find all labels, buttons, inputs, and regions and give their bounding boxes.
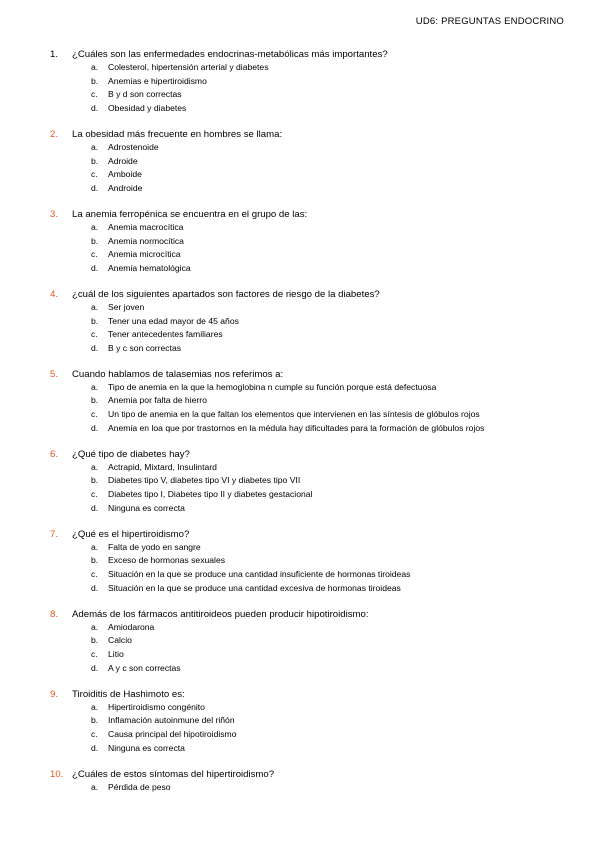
answer-options <box>50 381 570 435</box>
answer-options <box>50 541 570 595</box>
option-text: Amiodarona <box>108 621 155 632</box>
option-letter: c. <box>91 569 98 579</box>
option-text: Colesterol, hipertensión arterial y diabetes <box>108 62 269 72</box>
answer-option <box>50 328 570 342</box>
answer-option <box>50 102 570 116</box>
option-letter: a. <box>91 301 99 312</box>
question-text: ¿cuál de los siguientes apartados son factores de riesgo de la diabetes? <box>72 288 380 300</box>
option-text: Diabetes tipo I, Diabetes tipo II y diabetes gestacional <box>108 489 313 500</box>
option-text: Calcio <box>108 635 132 646</box>
option-letter: c. <box>91 409 98 420</box>
answer-option <box>50 381 570 395</box>
option-letter: c. <box>91 249 98 260</box>
answer-option <box>50 408 570 422</box>
option-letter: d. <box>91 502 99 513</box>
option-letter: a. <box>91 381 99 392</box>
question-5 <box>50 368 570 435</box>
option-text: A y c son correctas <box>108 662 181 673</box>
option-letter: c. <box>91 728 98 739</box>
answer-option <box>50 422 570 436</box>
answer-option <box>50 155 570 169</box>
option-letter: d. <box>91 662 99 673</box>
option-text: Adroide <box>108 155 138 166</box>
answer-options <box>50 61 570 115</box>
answer-option <box>50 315 570 329</box>
question-1 <box>50 48 570 115</box>
answer-option <box>50 461 570 475</box>
question-number: 6. <box>50 448 59 460</box>
question-line <box>50 688 570 701</box>
option-text: B y d son correctas <box>108 89 182 100</box>
option-letter: a. <box>91 541 99 552</box>
answer-options <box>50 301 570 355</box>
question-3 <box>50 208 570 275</box>
option-letter: c. <box>91 169 98 180</box>
option-text: Amboide <box>108 169 142 180</box>
answer-option <box>50 168 570 182</box>
answer-options <box>50 781 570 795</box>
question-6 <box>50 448 570 515</box>
option-letter: b. <box>91 315 99 326</box>
option-letter: c. <box>91 489 98 500</box>
question-number: 4. <box>50 288 59 300</box>
option-letter: a. <box>91 221 99 232</box>
answer-option <box>50 648 570 662</box>
answer-option <box>50 568 570 582</box>
question-number: 2. <box>50 128 59 140</box>
question-number: 7. <box>50 528 59 540</box>
option-text: Anemia en loa que por trastornos en la médula hay dificultades para la formación de glóbulos rojos <box>108 422 485 433</box>
option-text: Situación en la que se produce una cantidad excesiva de hormonas tiroideas <box>108 582 401 593</box>
option-text: Androide <box>108 182 143 193</box>
answer-option <box>50 342 570 356</box>
answer-option <box>50 88 570 102</box>
question-text: ¿Cuáles son las enfermedades endocrinas-metabólicas más importantes? <box>72 49 388 60</box>
option-letter: d. <box>91 342 99 353</box>
answer-options <box>50 461 570 515</box>
answer-option <box>50 262 570 276</box>
option-text: Obesidad y diabetes <box>108 102 187 113</box>
answer-option <box>50 502 570 516</box>
answer-option <box>50 141 570 155</box>
option-text: Anemia microcítica <box>108 249 181 260</box>
answer-option <box>50 235 570 249</box>
question-text: La obesidad más frecuente en hombres se llama: <box>72 128 283 140</box>
option-text: Anemia hematológica <box>108 262 191 273</box>
question-text: ¿Qué tipo de diabetes hay? <box>72 448 190 460</box>
answer-option <box>50 714 570 728</box>
question-text: La anemia ferropénica se encuentra en el grupo de las: <box>72 208 308 220</box>
option-text: Exceso de hormonas sexuales <box>108 555 226 566</box>
answer-options <box>50 221 570 275</box>
question-2 <box>50 128 570 195</box>
question-number: 10. <box>50 768 64 780</box>
option-letter: a. <box>91 781 99 792</box>
option-text: Tipo de anemia en la que la hemoglobina n cumple su función porque está defectuosa <box>108 381 437 392</box>
option-text: Adrostenoide <box>108 141 159 152</box>
option-letter: a. <box>91 141 99 152</box>
option-letter: c. <box>91 329 98 340</box>
question-number: 9. <box>50 688 59 700</box>
option-text: Ninguna es correcta <box>108 742 185 753</box>
answer-option <box>50 582 570 596</box>
option-letter: d. <box>91 582 99 593</box>
option-letter: b. <box>91 635 99 646</box>
option-letter: c. <box>91 89 98 100</box>
question-text: Tiroiditis de Hashimoto es: <box>72 688 185 700</box>
option-text: Inflamación autoinmune del riñón <box>108 715 235 726</box>
answer-option <box>50 621 570 635</box>
option-text: B y c son correctas <box>108 342 182 353</box>
option-text: Un tipo de anemia en la que faltan los elementos que intervienen en las síntesis de glóbulos rojos <box>108 409 480 420</box>
question-line <box>50 528 570 541</box>
answer-option <box>50 61 570 75</box>
question-text: ¿Qué es el hipertiroidismo? <box>72 528 190 540</box>
option-text: Ser joven <box>108 301 145 312</box>
answer-option <box>50 488 570 502</box>
answer-option <box>50 75 570 89</box>
option-text: Diabetes tipo V, diabetes tipo VI y diabetes tipo VII <box>108 475 301 486</box>
question-line <box>50 208 570 221</box>
question-line <box>50 128 570 141</box>
answer-options <box>50 141 570 195</box>
option-letter: d. <box>91 182 99 193</box>
option-letter: c. <box>91 648 98 659</box>
answer-option <box>50 728 570 742</box>
page-header-title: UD6: PREGUNTAS ENDOCRINO <box>415 16 564 27</box>
option-text: Tener antecedentes familiares <box>108 329 223 340</box>
option-letter: b. <box>91 555 99 566</box>
option-text: Falta de yodo en sangre <box>108 541 201 552</box>
option-letter: a. <box>91 62 99 72</box>
option-letter: b. <box>91 75 99 86</box>
answer-option <box>50 781 570 795</box>
option-text: Anemia macrocítica <box>108 221 184 232</box>
option-text: Actrapid, Mixtard, Insulintard <box>108 461 217 472</box>
question-line <box>50 48 570 61</box>
question-9 <box>50 688 570 755</box>
option-letter: d. <box>91 742 99 753</box>
question-line <box>50 608 570 621</box>
option-text: Situación en la que se produce una cantidad insuficiente de hormonas tiroideas <box>108 569 411 579</box>
question-line <box>50 768 570 781</box>
answer-option <box>50 221 570 235</box>
option-letter: a. <box>91 461 99 472</box>
option-letter: d. <box>91 422 99 433</box>
question-number: 3. <box>50 208 59 220</box>
option-text: Anemia normocítica <box>108 235 184 246</box>
question-number: 1. <box>50 49 59 60</box>
answer-option <box>50 541 570 555</box>
question-7 <box>50 528 570 595</box>
option-text: Litio <box>108 648 124 659</box>
option-text: Anemias e hipertiroidismo <box>108 75 207 86</box>
answer-option <box>50 742 570 756</box>
option-text: Pérdida de peso <box>108 781 171 792</box>
answer-options <box>50 701 570 755</box>
option-letter: d. <box>91 262 99 273</box>
question-8 <box>50 608 570 675</box>
question-10 <box>50 768 570 795</box>
option-text: Hipertiroidismo congénito <box>108 701 205 712</box>
question-text: ¿Cuáles de estos síntomas del hipertiroidismo? <box>72 768 275 780</box>
answer-option <box>50 474 570 488</box>
answer-option <box>50 634 570 648</box>
answer-option <box>50 394 570 408</box>
answer-option <box>50 554 570 568</box>
option-text: Causa principal del hipotiroidismo <box>108 728 237 739</box>
question-list <box>50 48 570 807</box>
option-letter: b. <box>91 235 99 246</box>
option-letter: b. <box>91 155 99 166</box>
question-number: 5. <box>50 368 59 380</box>
answer-option <box>50 701 570 715</box>
option-letter: b. <box>91 715 99 726</box>
question-4 <box>50 288 570 355</box>
option-text: Anemia por falta de hierro <box>108 395 207 406</box>
answer-option <box>50 662 570 676</box>
option-text: Ninguna es correcta <box>108 502 185 513</box>
answer-option <box>50 248 570 262</box>
answer-option <box>50 182 570 196</box>
question-line <box>50 288 570 301</box>
question-text: Cuando hablamos de talasemias nos referimos a: <box>72 368 284 380</box>
question-line <box>50 368 570 381</box>
option-letter: b. <box>91 395 99 406</box>
question-text: Además de los fármacos antitiroideos pueden producir hipotiroidismo: <box>72 608 369 620</box>
answer-option <box>50 301 570 315</box>
option-text: Tener una edad mayor de 45 años <box>108 315 239 326</box>
question-number: 8. <box>50 608 59 620</box>
option-letter: a. <box>91 701 99 712</box>
option-letter: d. <box>91 102 99 113</box>
question-line <box>50 448 570 461</box>
option-letter: b. <box>91 475 99 486</box>
answer-options <box>50 621 570 675</box>
option-letter: a. <box>91 621 99 632</box>
